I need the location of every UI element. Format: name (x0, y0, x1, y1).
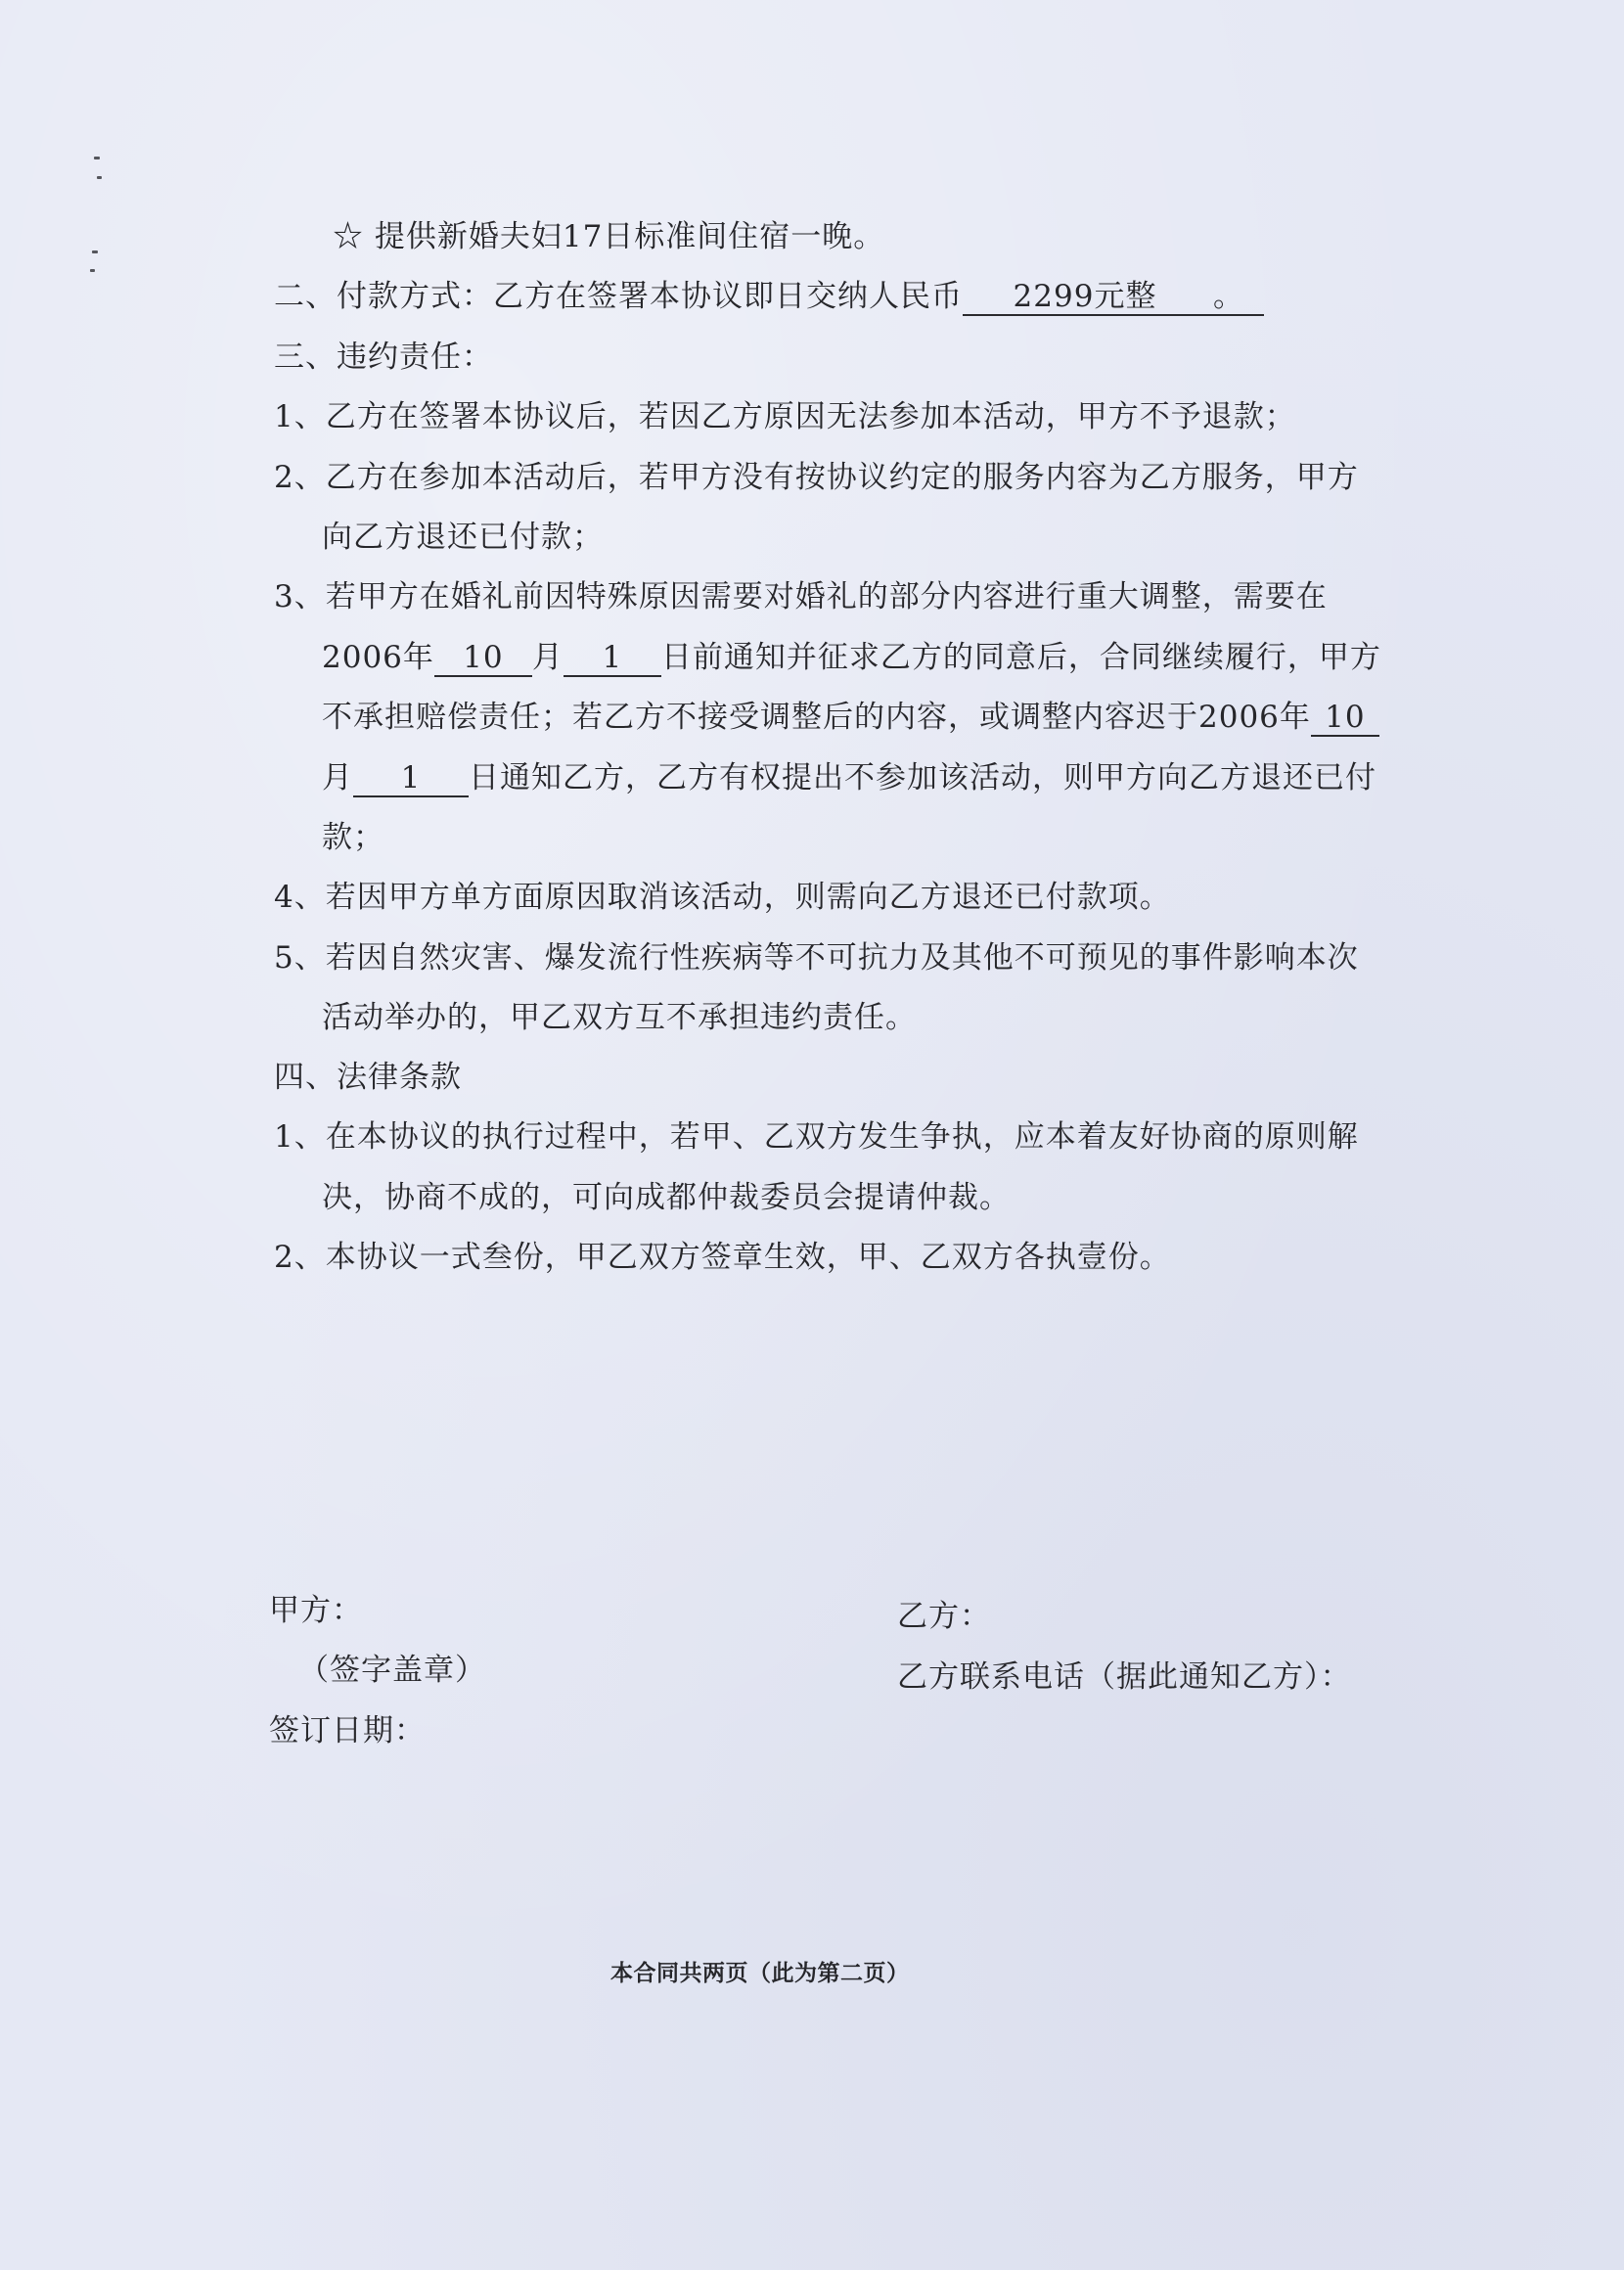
breach-clause-2-line-2: 向乙方退还已付款； (322, 520, 604, 555)
clause3-late-month-field: 10 (1311, 700, 1379, 737)
clause3-year: 2006年 (322, 640, 434, 675)
clause3-late-day-field: 1 (353, 760, 469, 797)
breach-clause-5-line-2: 活动举办的，甲乙双方互不承担违约责任。 (322, 1000, 917, 1035)
payment-line (274, 277, 1264, 316)
clause3-month-label: 月 (531, 640, 564, 675)
clause3-line-2-rest: 日前通知并征求乙方的同意后，合同继续履行，甲方 (660, 640, 1381, 675)
party-a-stamp-note: （签字盖章） (298, 1653, 486, 1688)
breach-clause-3-line-5: 款； (322, 820, 384, 855)
breach-clause-5-line-1: 5、若因自然灾害、爆发流行性疾病等不可抗力及其他不可预见的事件影响本次 (274, 940, 1359, 976)
payment-suffix: 。 (1207, 279, 1264, 316)
clause3-late-month-label: 月 (322, 760, 353, 795)
scan-speck (94, 157, 100, 159)
party-b-phone-label: 乙方联系电话（据此通知乙方）： (897, 1659, 1352, 1695)
clause3-line-3-text: 不承担赔偿责任；若乙方不接受调整后的内容，或调整内容迟于2006年 (322, 700, 1311, 735)
scan-speck (90, 269, 95, 272)
law-clause-1-line-1: 1、在本协议的执行过程中，若甲、乙双方发生争执，应本着友好协商的原则解 (274, 1119, 1359, 1155)
page-count-note: 本合同共两页（此为第二页） (610, 1960, 910, 1986)
law-heading: 四、法律条款 (274, 1060, 462, 1095)
scan-speck (92, 250, 98, 253)
breach-clause-1: 1、乙方在签署本协议后，若因乙方原因无法参加本活动，甲方不予退款； (274, 399, 1296, 434)
breach-clause-3-line-1: 3、若甲方在婚礼前因特殊原因需要对婚礼的部分内容进行重大调整，需要在 (274, 579, 1328, 614)
clause3-month-field: 10 (434, 640, 532, 677)
party-b-label: 乙方： (897, 1599, 991, 1634)
breach-heading: 三、违约责任： (274, 340, 493, 375)
payment-prefix: 二、付款方式：乙方在签署本协议即日交纳人民币 (274, 279, 963, 314)
scan-speck (97, 176, 102, 179)
law-clause-1-line-2: 决，协商不成的，可向成都仲裁委员会提请仲裁。 (322, 1180, 1011, 1215)
breach-clause-4: 4、若因甲方单方面原因取消该活动，则需向乙方退还已付款项。 (274, 880, 1171, 915)
breach-clause-3-line-3 (322, 698, 1379, 737)
clause3-day-field: 1 (564, 640, 661, 677)
payment-amount-field: 2299元整 (963, 279, 1207, 316)
breach-clause-3-line-2 (322, 638, 1381, 677)
sign-date-label: 签订日期： (269, 1713, 426, 1748)
service-star-line: ☆ 提供新婚夫妇17日标准间住宿一晚。 (333, 219, 885, 254)
party-a-label: 甲方： (269, 1593, 363, 1628)
breach-clause-2-line-1: 2、乙方在参加本活动后，若甲方没有按协议约定的服务内容为乙方服务，甲方 (274, 460, 1359, 495)
law-clause-2: 2、本协议一式叁份，甲乙双方签章生效，甲、乙双方各执壹份。 (274, 1240, 1171, 1275)
clause3-line-4-rest: 日通知乙方，乙方有权提出不参加该活动，则甲方向乙方退还已付 (469, 760, 1376, 795)
breach-clause-3-line-4 (322, 758, 1376, 797)
